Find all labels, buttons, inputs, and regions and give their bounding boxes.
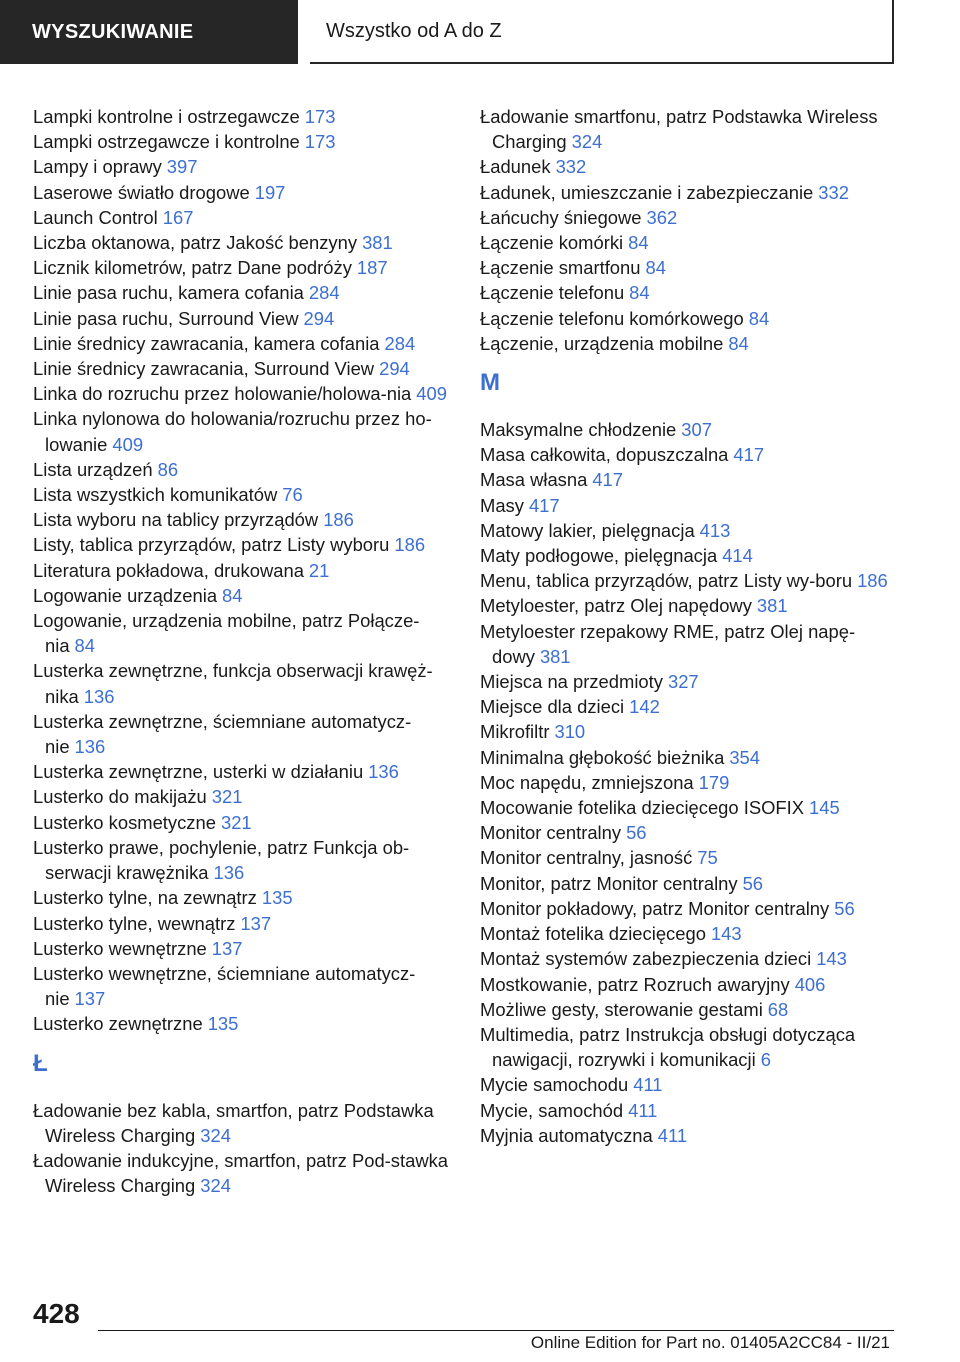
- index-entry: [33, 104, 453, 129]
- page-reference-link[interactable]: 294: [379, 358, 410, 380]
- index-entry: [33, 205, 453, 230]
- page-reference-link[interactable]: 332: [555, 156, 587, 178]
- page-reference-link[interactable]: 381: [539, 645, 571, 667]
- page-reference-link[interactable]: 84: [629, 282, 650, 304]
- page-reference-link[interactable]: 75: [697, 847, 718, 869]
- index-entry-text: Linka do rozruchu przez holowanie/holowa-nia: [33, 383, 412, 405]
- page-reference-link[interactable]: 136: [213, 862, 245, 884]
- index-entry-text: Lampy i oprawy: [33, 156, 162, 178]
- index-entry: [480, 104, 900, 154]
- index-entry-text: Lusterko wewnętrzne: [33, 937, 207, 959]
- page-title: Wszystko od A do Z: [326, 19, 502, 42]
- page-reference-link[interactable]: 186: [323, 509, 354, 531]
- page-reference-link[interactable]: 136: [83, 685, 115, 707]
- page-reference-link[interactable]: 179: [698, 771, 730, 793]
- index-entry: [33, 154, 453, 179]
- index-entry-text: Linie pasa ruchu, Surround View: [33, 307, 299, 329]
- index-entry-text: Multimedia, patrz Instrukcja obsługi dotycząca nawigacji, rozrywki i komunikacji: [480, 1023, 856, 1071]
- index-entry: [480, 467, 900, 492]
- index-entry: [480, 719, 900, 744]
- index-entry-text: Mocowanie fotelika dziecięcego ISOFIX: [480, 797, 805, 819]
- index-entry-text: Linie pasa ruchu, kamera cofania: [33, 282, 304, 304]
- index-entry: [33, 835, 453, 885]
- index-entry: [480, 568, 900, 593]
- index-entry-text: Lista wszystkich komunikatów: [33, 484, 278, 506]
- index-entry: [33, 1011, 453, 1036]
- index-entry-text: Licznik kilometrów, patrz Dane podróży: [33, 257, 352, 279]
- index-entry-text: Logowanie, urządzenia mobilne, patrz Połącze-nia: [33, 610, 420, 657]
- index-entry-text: Lusterko kosmetyczne: [33, 811, 216, 833]
- index-entry: [33, 784, 453, 809]
- footer-divider: [98, 1330, 894, 1331]
- index-entry: [33, 532, 453, 557]
- page-reference-link[interactable]: 381: [362, 232, 393, 254]
- index-entry-text: Linie średnicy zawracania, kamera cofania: [33, 332, 380, 354]
- index-entry-text: Lampki kontrolne i ostrzegawcze: [33, 106, 300, 127]
- index-entry-text: Lusterko tylne, wewnątrz: [33, 912, 236, 934]
- index-entry-text: Łańcuchy śniegowe: [480, 206, 642, 228]
- index-entry: [480, 331, 900, 356]
- page-reference-link[interactable]: 324: [571, 131, 603, 153]
- page-reference-link[interactable]: 327: [667, 671, 699, 693]
- index-entry-text: Ładowanie indukcyjne, smartfon, patrz Pod-stawka Wireless Charging: [33, 1149, 449, 1197]
- index-entry: [33, 583, 453, 608]
- page-reference-link[interactable]: 84: [645, 257, 666, 279]
- index-entry: [480, 745, 900, 770]
- index-entry-text: Literatura pokładowa, drukowana: [33, 559, 304, 581]
- index-entry: [33, 885, 453, 910]
- index-entry-text: Lusterka zewnętrzne, usterki w działaniu: [33, 761, 364, 783]
- index-entry: [480, 972, 900, 997]
- page-reference-link[interactable]: 142: [629, 696, 660, 718]
- page-reference-link[interactable]: 135: [207, 1013, 239, 1035]
- index-entry-text: Monitor pokładowy, patrz Monitor centralny: [480, 897, 830, 919]
- index-entry-text: Lusterka zewnętrzne, funkcja obserwacji krawęż-nika: [33, 660, 433, 707]
- index-entry-text: Laserowe światło drogowe: [33, 181, 250, 203]
- index-entry-text: Możliwe gesty, sterowanie gestami: [480, 998, 763, 1020]
- page-reference-link[interactable]: 145: [809, 797, 840, 819]
- index-entry-text: Łączenie smartfonu: [480, 257, 641, 279]
- page-reference-link[interactable]: 406: [794, 973, 826, 995]
- index-entry: [480, 543, 900, 568]
- index-entry: [480, 1022, 900, 1072]
- page-reference-link[interactable]: 137: [74, 988, 106, 1010]
- page-reference-link[interactable]: 354: [729, 746, 761, 768]
- index-entry: [480, 280, 900, 305]
- page-reference-link[interactable]: 284: [384, 332, 416, 354]
- page-reference-link[interactable]: 136: [368, 761, 399, 783]
- index-list: [33, 104, 453, 1037]
- header-title-box: [310, 0, 894, 64]
- index-entry: [33, 280, 453, 305]
- index-entry-text: Mycie, samochód: [480, 1099, 624, 1121]
- index-entry: [480, 896, 900, 921]
- index-entry: [480, 230, 900, 255]
- page-reference-link[interactable]: 324: [200, 1124, 231, 1146]
- index-entry-text: Moc napędu, zmniejszona: [480, 771, 694, 793]
- index-entry: [480, 871, 900, 896]
- index-entry: [33, 331, 453, 356]
- page-reference-link[interactable]: 324: [200, 1175, 231, 1197]
- index-entry-text: Łączenie, urządzenia mobilne: [480, 332, 724, 354]
- index-entry-text: Matowy lakier, pielęgnacja: [480, 519, 695, 541]
- page-reference-link[interactable]: 137: [240, 912, 272, 934]
- index-entry: [33, 911, 453, 936]
- page-reference-link[interactable]: 167: [162, 206, 194, 228]
- index-letter-heading: Ł: [33, 1049, 48, 1077]
- page-reference-link[interactable]: 409: [416, 383, 447, 405]
- index-entry: [480, 1098, 900, 1123]
- index-entry: [480, 997, 900, 1022]
- page-reference-link[interactable]: 137: [211, 937, 243, 959]
- page-reference-link[interactable]: 173: [304, 131, 336, 153]
- index-entry: [33, 810, 453, 835]
- page-reference-link[interactable]: 84: [222, 584, 243, 606]
- index-entry-text: Mostkowanie, patrz Rozruch awaryjny: [480, 973, 790, 995]
- index-entry-text: Mikrofiltr: [480, 721, 550, 743]
- page-reference-link[interactable]: 294: [303, 307, 335, 329]
- page-reference-link[interactable]: 143: [710, 923, 742, 945]
- page-reference-link[interactable]: 411: [657, 1124, 688, 1146]
- page-reference-link[interactable]: 413: [699, 519, 731, 541]
- index-entry-text: Ładunek: [480, 156, 551, 178]
- index-entry-text: Maksymalne chłodzenie: [480, 419, 677, 441]
- index-entry-text: Lusterko prawe, pochylenie, patrz Funkcja ob-serwacji krawężnika: [33, 836, 410, 884]
- index-entry: [480, 154, 900, 179]
- index-letter-heading: M: [480, 369, 500, 397]
- page-reference-link[interactable]: 397: [166, 156, 198, 178]
- index-entry-text: Linie średnicy zawracania, Surround View: [33, 358, 375, 380]
- index-entry-text: Listy, tablica przyrządów, patrz Listy wyboru: [33, 534, 390, 556]
- index-entry-text: Lampki ostrzegawcze i kontrolne: [33, 131, 300, 153]
- index-column-left: [33, 104, 453, 1198]
- index-entry: [33, 129, 453, 154]
- index-entry: [480, 255, 900, 280]
- index-entry: [33, 507, 453, 532]
- page-reference-link[interactable]: 84: [628, 232, 649, 254]
- index-entry: [33, 482, 453, 507]
- index-entry: [480, 593, 900, 618]
- index-entry: [480, 1072, 900, 1097]
- index-entry-text: Miejsce dla dzieci: [480, 696, 625, 718]
- index-entry: [33, 709, 453, 759]
- index-entry: [480, 205, 900, 230]
- page-reference-link[interactable]: 68: [767, 998, 789, 1020]
- index-entry-text: Montaż systemów zabezpieczenia dzieci: [480, 948, 812, 970]
- index-entry-text: Lista wyboru na tablicy przyrządów: [33, 509, 319, 531]
- index-entry: [480, 845, 900, 870]
- index-entry: [33, 1148, 453, 1198]
- page-reference-link[interactable]: 187: [356, 257, 388, 279]
- index-entry-text: Liczba oktanowa, patrz Jakość benzyny: [33, 232, 358, 254]
- index-entry: [480, 694, 900, 719]
- page-reference-link[interactable]: 186: [394, 534, 426, 556]
- index-entry: [480, 820, 900, 845]
- index-entry-text: Menu, tablica przyrządów, patrz Listy wy-boru: [480, 570, 853, 592]
- index-entry-text: Lusterko tylne, na zewnątrz: [33, 887, 257, 909]
- page-reference-link[interactable]: 173: [304, 106, 336, 127]
- index-entry: [33, 255, 453, 280]
- index-entry-text: Lista urządzeń: [33, 458, 153, 480]
- index-entry: [480, 946, 900, 971]
- index-entry-text: Masy: [480, 494, 524, 516]
- index-entry: [480, 669, 900, 694]
- index-entry-text: Lusterko wewnętrzne, ściemniane automatycz-nie: [33, 962, 416, 1010]
- index-entry: [33, 936, 453, 961]
- page-reference-link[interactable]: 411: [628, 1099, 658, 1121]
- index-entry: [480, 180, 900, 205]
- index-list: [480, 417, 900, 1148]
- page-reference-link[interactable]: 417: [592, 469, 624, 491]
- page-reference-link[interactable]: 417: [528, 494, 560, 516]
- index-entry: [480, 1123, 900, 1148]
- page-reference-link[interactable]: 409: [112, 433, 144, 455]
- index-entry-text: Monitor centralny, jasność: [480, 847, 693, 869]
- page-reference-link[interactable]: 136: [74, 736, 106, 758]
- page-reference-link[interactable]: 84: [728, 332, 749, 354]
- index-entry-text: Launch Control: [33, 206, 158, 228]
- index-entry: [480, 493, 900, 518]
- index-entry-text: Lusterka zewnętrzne, ściemniane automatycz-nie: [33, 710, 412, 758]
- index-entry-text: Metyloester, patrz Olej napędowy: [480, 595, 752, 617]
- page-reference-link[interactable]: 84: [74, 635, 96, 657]
- index-entry: [480, 518, 900, 543]
- index-entry: [33, 1098, 453, 1148]
- page-reference-link[interactable]: 321: [220, 811, 252, 833]
- index-entry-text: Lusterko zewnętrzne: [33, 1013, 203, 1035]
- page-reference-link[interactable]: 186: [857, 570, 888, 592]
- page-reference-link[interactable]: 6: [760, 1049, 771, 1071]
- index-entry-text: Minimalna głębokość bieżnika: [480, 746, 725, 768]
- index-entry-text: Ładowanie bez kabla, smartfon, patrz Podstawka Wireless Charging: [33, 1099, 434, 1146]
- index-entry: [33, 759, 453, 784]
- page-reference-link[interactable]: 56: [742, 872, 764, 894]
- index-entry: [33, 608, 453, 658]
- index-entry-text: Maty podłogowe, pielęgnacja: [480, 545, 718, 567]
- index-entry-text: Linka nylonowa do holowania/rozruchu przez ho-lowanie: [33, 408, 432, 455]
- index-entry: [33, 180, 453, 205]
- index-entry-text: Monitor centralny: [480, 822, 622, 844]
- index-entry: [33, 381, 453, 406]
- page-reference-link[interactable]: 321: [211, 786, 243, 808]
- index-entry-text: Łączenie komórki: [480, 232, 624, 254]
- index-entry-text: Mycie samochodu: [480, 1074, 629, 1096]
- index-entry-text: Ładowanie smartfonu, patrz Podstawka Wireless Charging: [480, 106, 878, 153]
- page-reference-link[interactable]: 86: [157, 458, 179, 480]
- index-entry-text: Masa własna: [480, 469, 588, 491]
- page-reference-link[interactable]: 197: [254, 181, 286, 203]
- page-reference-link[interactable]: 56: [626, 822, 647, 844]
- index-entry-text: Masa całkowita, dopuszczalna: [480, 444, 729, 466]
- index-entry-text: Monitor, patrz Monitor centralny: [480, 872, 738, 894]
- index-entry-text: Logowanie urządzenia: [33, 584, 218, 606]
- page-reference-link[interactable]: 411: [633, 1074, 663, 1096]
- index-entry-text: Myjnia automatyczna: [480, 1124, 653, 1146]
- index-entry-text: Łączenie telefonu: [480, 282, 625, 304]
- index-entry: [33, 356, 453, 381]
- index-entry: [33, 406, 453, 456]
- page-number: 428: [33, 1298, 80, 1329]
- index-entry-text: Lusterko do makijażu: [33, 786, 207, 808]
- index-column-right: [480, 104, 900, 1148]
- index-entry-text: Ładunek, umieszczanie i zabezpieczanie: [480, 181, 814, 203]
- index-entry: [33, 961, 453, 1011]
- index-entry: [33, 306, 453, 331]
- index-entry: [33, 658, 453, 708]
- index-entry: [480, 921, 900, 946]
- section-tab: [0, 0, 298, 64]
- index-entry-text: Miejsca na przedmioty: [480, 671, 663, 693]
- index-entry: [33, 558, 453, 583]
- page-reference-link[interactable]: 56: [834, 897, 855, 919]
- index-entry: [480, 442, 900, 467]
- page-reference-link[interactable]: 284: [308, 282, 340, 304]
- page-reference-link[interactable]: 417: [733, 444, 765, 466]
- index-entry: [480, 306, 900, 331]
- index-entry: [33, 230, 453, 255]
- page-reference-link[interactable]: 332: [818, 181, 849, 203]
- page-reference-link[interactable]: 143: [816, 948, 847, 970]
- index-entry: [33, 457, 453, 482]
- index-entry: [480, 417, 900, 442]
- page-reference-link[interactable]: 307: [681, 419, 712, 441]
- index-entry: [480, 770, 900, 795]
- index-list: [33, 1098, 453, 1199]
- index-entry: [480, 619, 900, 669]
- index-entry-text: Metyloester rzepakowy RME, patrz Olej napę-dowy: [480, 620, 856, 667]
- index-entry-text: Łączenie telefonu komórkowego: [480, 307, 744, 329]
- page-reference-link[interactable]: 84: [748, 307, 770, 329]
- page-reference-link[interactable]: 76: [282, 484, 303, 506]
- index-list: [480, 104, 900, 356]
- page-reference-link[interactable]: 414: [722, 545, 753, 567]
- index-entry: [480, 795, 900, 820]
- page-reference-link[interactable]: 362: [646, 206, 678, 228]
- page-reference-link[interactable]: 310: [554, 721, 586, 743]
- section-label: WYSZUKIWANIE: [32, 20, 194, 43]
- footer-edition: Online Edition for Part no. 01405A2CC84 - II/21: [530, 1333, 890, 1352]
- page-reference-link[interactable]: 381: [756, 595, 788, 617]
- page-reference-link[interactable]: 135: [261, 887, 293, 909]
- index-entry-text: Montaż fotelika dziecięcego: [480, 923, 706, 945]
- page-reference-link[interactable]: 21: [308, 559, 330, 581]
